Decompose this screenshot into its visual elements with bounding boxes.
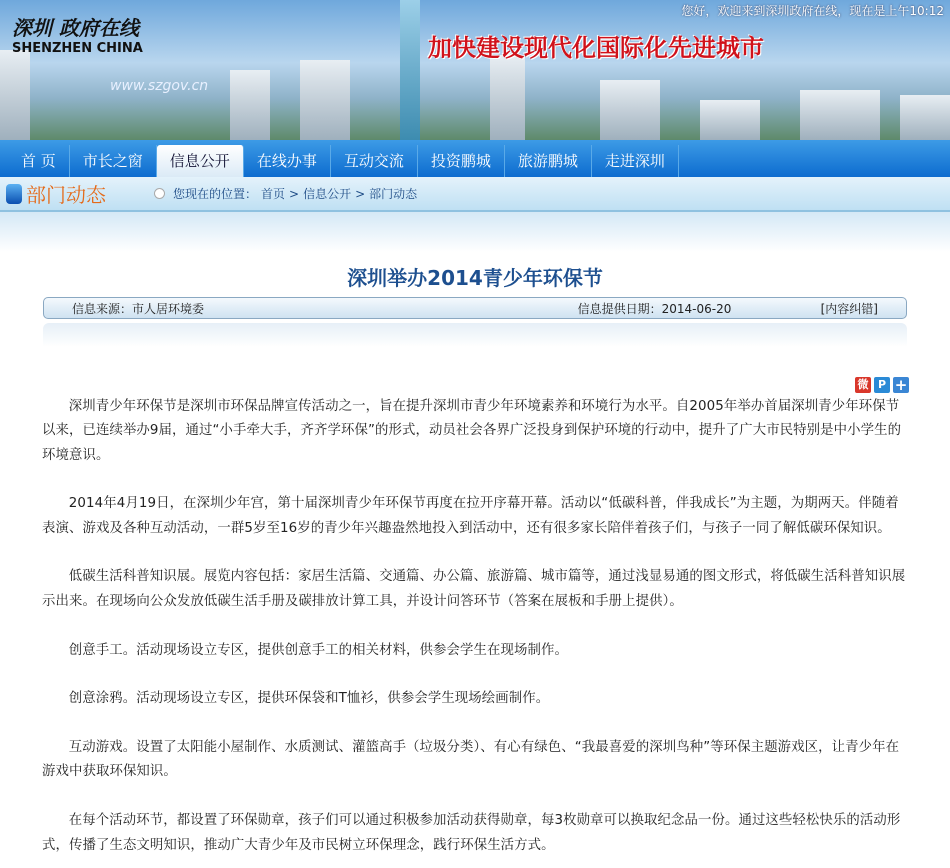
chevron-right-icon: > — [355, 186, 366, 201]
article-title: 深圳举办2014青少年环保节 — [347, 266, 603, 290]
section-icon — [6, 184, 22, 204]
greeting-text: 您好，欢迎来到深圳政府在线，现在是上午10:12 — [681, 4, 944, 18]
nav-online-services[interactable]: 在线办事 — [244, 145, 331, 177]
article-info-bar — [43, 297, 907, 319]
crumb-home[interactable]: 首页 — [261, 187, 286, 201]
article-source: 信息来源：市人居环境委 — [72, 301, 205, 316]
paragraph: 深圳青少年环保节是深圳市环保品牌宣传活动之一，旨在提升深圳市青少年环境素养和环境行为水平。自2005年举办首届深圳青少年环保节以来，已连续举办9届，通过“小手牵大手，齐齐学环保”的形式，动员社会各界广泛投身到保护环境的行动中，提升了广大市民特别是中小学生的环境意识。 — [42, 399, 902, 463]
slogan: 加快建设现代化国际化先进城市 — [428, 34, 764, 62]
section-title: 部门动态 — [26, 183, 106, 207]
breadcrumb: 您现在的位置： 首页 > 信息公开 > 部门动态 — [154, 185, 417, 202]
site-logo[interactable]: 深圳 政府在线 SHENZHEN CHINA — [12, 16, 143, 56]
plus-icon[interactable]: + — [894, 376, 908, 394]
paragraph: 低碳生活科普知识展。展览内容包括：家居生活篇、交通篇、办公篇、旅游篇、城市篇等，通过浅显易通的图文形式，将低碳生活科普知识展示出来。在现场向公众发放低碳生活手册及碳排放计算工具，并设计问答环节（答案在展板和手册上提供）。 — [42, 569, 906, 609]
paragraph: 创意涂鸦。活动现场设立专区，提供环保袋和T恤衫，供参会学生现场绘画制作。 — [68, 691, 550, 707]
qzone-icon[interactable]: P — [874, 377, 890, 393]
site-url: www.szgov.cn — [110, 78, 209, 94]
nav-tourism[interactable]: 旅游鹏城 — [505, 145, 592, 177]
header-banner — [0, 0, 950, 140]
nav-interaction[interactable]: 互动交流 — [331, 145, 418, 177]
content-correction-link[interactable]: [内容纠错] — [820, 301, 878, 316]
nav-about-shenzhen[interactable]: 走进深圳 — [592, 145, 679, 177]
paragraph: 在每个活动环节，都设置了环保勋章，孩子们可以通过积极参加活动获得勋章，每3枚勋章可以换取纪念品一份。通过这些轻松快乐的活动形式，传播了生态文明知识，推动广大青少年及市民树立环保理念，践行环保生活方式。 — [42, 813, 901, 853]
article-body — [0, 393, 950, 858]
location-icon — [154, 188, 165, 199]
nav-investment[interactable]: 投资鹏城 — [418, 145, 505, 177]
crumb-info-public[interactable]: 信息公开 — [303, 187, 352, 201]
main-nav — [0, 140, 950, 177]
share-icons — [0, 377, 909, 393]
article-date: 信息提供日期：2014-06-20 — [577, 301, 732, 316]
nav-home[interactable]: 首 页 — [8, 145, 70, 177]
paragraph: 2014年4月19日，在深圳少年宫，第十届深圳青少年环保节再度在拉开序幕开幕。活动以“低碳科普，伴我成长”为主题，为期两天。伴随着表演、游戏及各种互动活动，一群5岁至16岁的青少年兴趣盎然地投入到活动中，还有很多家长陪伴着孩子们，与孩子一同了解低碳环保知识。 — [42, 496, 899, 536]
weibo-icon[interactable]: 微 — [855, 377, 871, 393]
section-bar — [0, 177, 950, 212]
nav-info-public[interactable]: 信息公开 — [157, 145, 244, 177]
nav-mayor[interactable]: 市长之窗 — [70, 145, 157, 177]
crumb-department-news[interactable]: 部门动态 — [369, 187, 418, 201]
chevron-right-icon: > — [289, 186, 300, 201]
paragraph: 互动游戏。设置了太阳能小屋制作、水质测试、灌篮高手（垃圾分类）、有心有绿色、“我最喜爱的深圳鸟种”等环保主题游戏区，让青少年在游戏中获取环保知识。 — [42, 740, 900, 780]
paragraph: 创意手工。活动现场设立专区，提供创意手工的相关材料，供参会学生在现场制作。 — [68, 642, 568, 658]
